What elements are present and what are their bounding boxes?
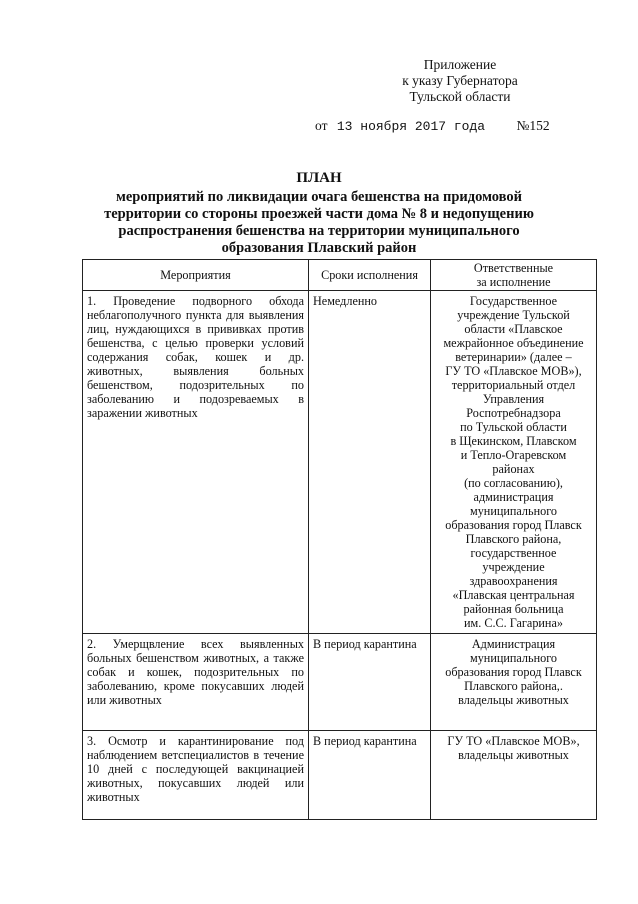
responsible-line: (по согласованию), (464, 476, 563, 490)
date-prefix: от (315, 118, 328, 133)
responsible-cell (431, 634, 597, 731)
responsible-line: муниципального (470, 504, 557, 518)
responsible-line: Роспотребнадзора (466, 406, 561, 420)
responsible-line: учреждение Тульской (457, 308, 570, 322)
responsible-line: Плавского района, (465, 532, 562, 546)
header-responsible-line: за исполнение (476, 275, 551, 289)
responsible-line: территориальный отдел (451, 378, 576, 392)
decree-number: №152 (516, 118, 550, 133)
responsible-line: по Тульской области (460, 420, 567, 434)
responsible-line: владельцы животных (458, 748, 569, 762)
appendix-line: к указу Губернатора (402, 73, 518, 88)
responsible-line: межрайонное объединение (443, 336, 584, 350)
header-responsible-line: Ответственные (473, 261, 554, 275)
responsible-line: Государственное (469, 294, 558, 308)
decree-date: 13 ноября 2017 года (336, 119, 486, 134)
table-row (83, 291, 597, 634)
term-cell: В период карантина (309, 731, 431, 820)
responsible-cell (431, 731, 597, 820)
table-row (83, 634, 597, 731)
term-cell: В период карантина (309, 634, 431, 731)
responsible-line: муниципального (470, 651, 557, 665)
header-terms: Сроки исполнения (309, 260, 431, 291)
plan-title (80, 170, 558, 257)
responsible-line: и Тепло-Огаревском (460, 448, 567, 462)
table-header-row (83, 260, 597, 291)
responsible-line: районах (492, 462, 535, 476)
term-cell: Немедленно (309, 291, 431, 634)
responsible-line: образования город Плавск (445, 665, 582, 679)
appendix-line: Тульской области (409, 89, 511, 104)
table-row (83, 731, 597, 820)
responsible-cell (431, 291, 597, 634)
appendix-line: Приложение (423, 57, 497, 72)
measure-cell: 2. Умерщвление всех выявленных больных бешенством животных, а также собак и кошек, подозрительных по заболеванию, кроме покусавших людей или животных (83, 634, 309, 731)
responsible-line: образования город Плавск (445, 518, 582, 532)
title-line: образования Плавский район (221, 240, 417, 256)
title-line: территории со стороны проезжей части дома № 8 и недопущению (104, 206, 534, 222)
title-line: мероприятий по ликвидации очага бешенства на придомовой (115, 189, 522, 205)
decree-date-line (315, 118, 550, 134)
header-responsible (431, 260, 597, 291)
title-heading: ПЛАН (296, 170, 342, 186)
responsible-line: в Щекинском, Плавском (450, 434, 577, 448)
responsible-line: владельцы животных (458, 693, 569, 707)
responsible-line: Администрация (471, 637, 556, 651)
responsible-line: учреждение (482, 560, 545, 574)
measure-cell: 1. Проведение подворного обхода неблагополучного пункта для выявления лиц, нуждающихся в прививках против бешенства, с целью проверки условий содержания собак, кошек и др. животных, выявления больных бешенством, подозрительных по заболеванию и подозреваемых в заражении животных (83, 291, 309, 634)
responsible-line: Управления (482, 392, 545, 406)
appendix-block (380, 57, 540, 105)
measure-cell: 3. Осмотр и карантинирование под наблюдением ветспециалистов в течение 10 дней с последующей вакцинацией животных, покусавших людей или животных (83, 731, 309, 820)
plan-table (82, 259, 597, 820)
responsible-line: районная больница (463, 602, 564, 616)
responsible-line: государственное (470, 546, 557, 560)
responsible-line: Плавского района,. (464, 679, 563, 693)
responsible-line: «Плавская центральная (452, 588, 575, 602)
responsible-line: администрация (473, 490, 554, 504)
responsible-line: здравоохранения (469, 574, 558, 588)
responsible-line: области «Плавское (464, 322, 563, 336)
title-line: распространения бешенства на территории муниципального (118, 223, 520, 239)
responsible-line: им. С.С. Гагарина» (464, 616, 563, 630)
header-measures: Мероприятия (83, 260, 309, 291)
responsible-line: ГУ ТО «Плавское МОВ», (447, 734, 580, 748)
responsible-line: ветеринарии» (далее – (455, 350, 572, 364)
responsible-line: ГУ ТО «Плавское МОВ»), (445, 364, 582, 378)
